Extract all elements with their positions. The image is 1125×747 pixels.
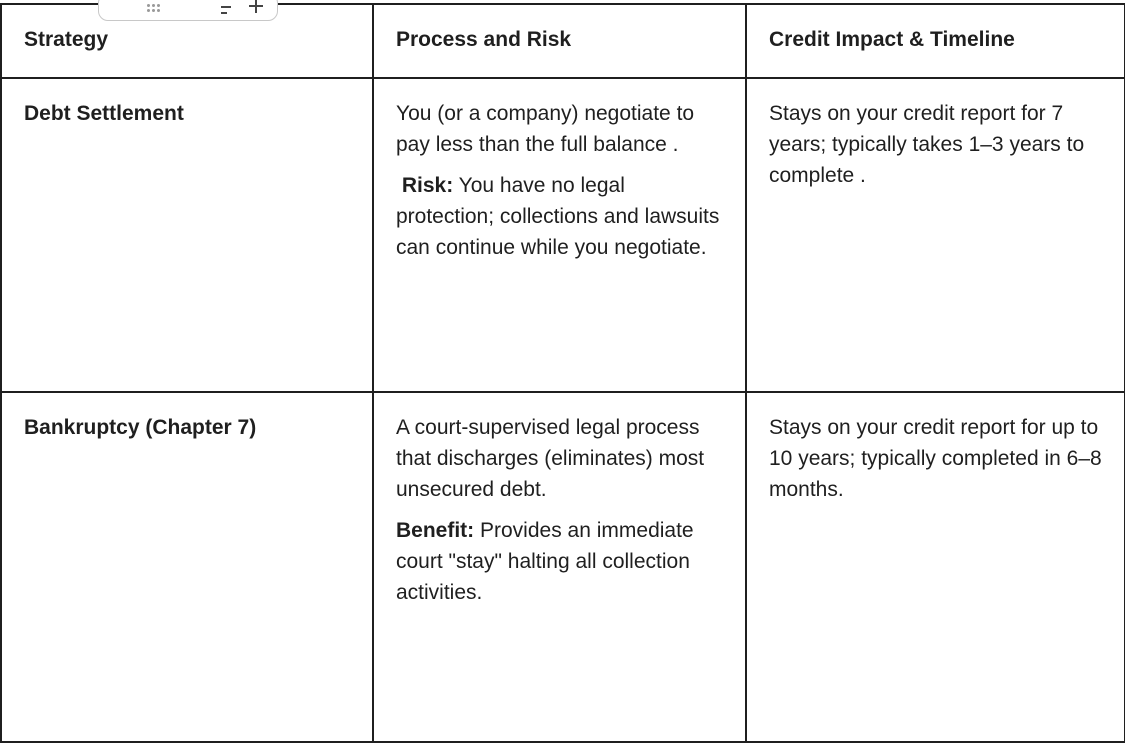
process-note bbox=[396, 170, 723, 263]
process-cell bbox=[373, 392, 746, 742]
header-process-and-risk: Process and Risk bbox=[373, 4, 746, 78]
process-description: You (or a company) negotiate to pay less than the full balance . bbox=[396, 102, 695, 156]
credit-cell: Stays on your credit report for 7 years; typically takes 1–3 years to complete . bbox=[746, 78, 1125, 392]
strategy-cell: Bankruptcy (Chapter 7) bbox=[1, 392, 373, 742]
align-lines-icon[interactable] bbox=[221, 6, 233, 16]
drag-handle-icon[interactable] bbox=[147, 4, 163, 16]
plus-icon[interactable] bbox=[249, 0, 263, 13]
credit-cell: Stays on your credit report for up to 10 years; typically completed in 6–8 months. bbox=[746, 392, 1125, 742]
process-note-text: Provides an immediate court "stay" halting all collection activities. bbox=[396, 519, 694, 604]
process-note-lead: Benefit: bbox=[396, 519, 475, 542]
process-note-text: You have no legal protection; collections and lawsuits can continue while you negotiate. bbox=[396, 174, 720, 259]
table-handle-toolbar[interactable] bbox=[98, 0, 278, 21]
process-cell bbox=[373, 78, 746, 392]
process-note bbox=[396, 515, 723, 608]
process-note-lead: Risk: bbox=[401, 174, 454, 197]
table-row bbox=[1, 78, 1125, 392]
process-description: A court-supervised legal process that discharges (eliminates) most unsecured debt. bbox=[396, 416, 705, 501]
header-credit-impact: Credit Impact & Timeline bbox=[746, 4, 1125, 78]
comparison-table-container bbox=[0, 3, 1125, 743]
strategy-cell: Debt Settlement bbox=[1, 78, 373, 392]
header-strategy: Strategy bbox=[1, 4, 373, 78]
table-row bbox=[1, 392, 1125, 742]
comparison-table bbox=[0, 3, 1125, 743]
